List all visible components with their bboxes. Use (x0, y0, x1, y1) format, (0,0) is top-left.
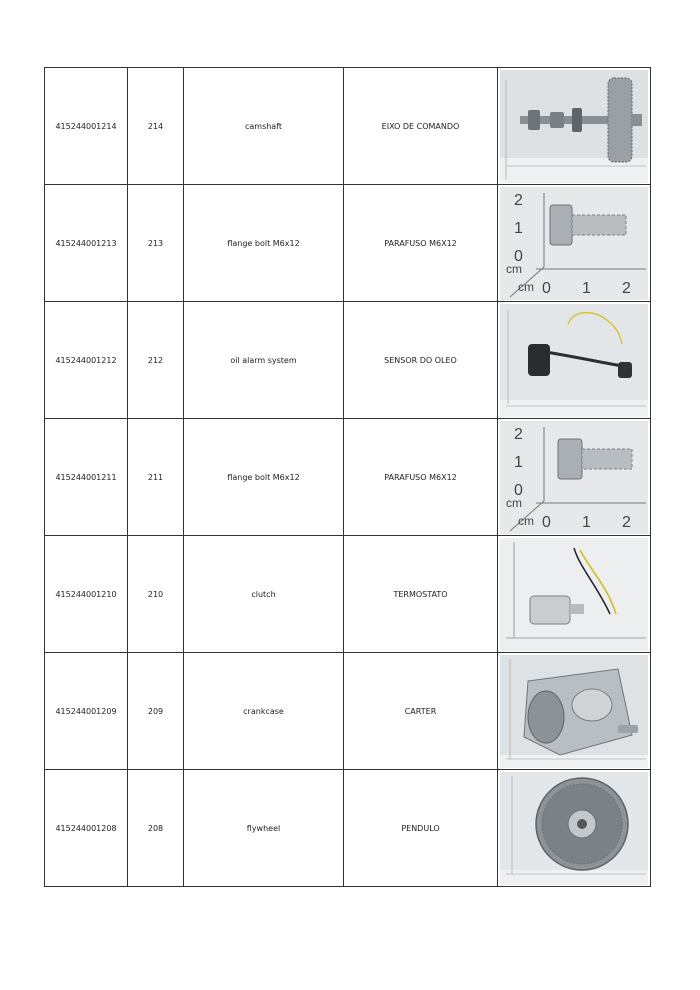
table-row (45, 770, 651, 887)
ruler-label: 1 (582, 513, 591, 531)
ruler-label: 1 (514, 219, 523, 237)
part-code: 415244001209 (45, 653, 128, 770)
ruler-label: 0 (514, 247, 523, 265)
part-name-en: clutch (184, 536, 344, 653)
ruler-unit: cm (506, 495, 522, 510)
table-row (45, 419, 651, 536)
part-code: 415244001211 (45, 419, 128, 536)
ruler-label: 0 (542, 279, 551, 297)
camshaft-photo (500, 70, 648, 183)
ruler-label: 2 (622, 513, 631, 531)
crankcase-photo (500, 655, 648, 768)
ruler-label: 2 (622, 279, 631, 297)
bolt-photo (500, 421, 648, 534)
part-position: 211 (128, 419, 184, 536)
part-name-en: flywheel (184, 770, 344, 887)
ruler-label: 0 (542, 513, 551, 531)
part-position: 213 (128, 185, 184, 302)
ruler-unit: cm (506, 261, 522, 276)
part-position: 212 (128, 302, 184, 419)
part-name-en: crankcase (184, 653, 344, 770)
part-name-pt: CARTER (344, 653, 498, 770)
part-name-en: flange bolt M6x12 (184, 185, 344, 302)
part-code: 415244001213 (45, 185, 128, 302)
ruler-label: 2 (514, 425, 523, 443)
part-name-pt: SENSOR DO OLEO (344, 302, 498, 419)
table-row (45, 653, 651, 770)
part-name-pt: TERMOSTATO (344, 536, 498, 653)
part-name-pt: PARAFUSO M6X12 (344, 419, 498, 536)
table-row (45, 185, 651, 302)
flywheel-photo (500, 772, 648, 885)
part-name-pt: PARAFUSO M6X12 (344, 185, 498, 302)
part-code: 415244001212 (45, 302, 128, 419)
ruler-label: 1 (514, 453, 523, 471)
table-row (45, 302, 651, 419)
part-code: 415244001214 (45, 68, 128, 185)
part-code: 415244001210 (45, 536, 128, 653)
part-name-en: oil alarm system (184, 302, 344, 419)
part-name-en: camshaft (184, 68, 344, 185)
ruler-unit: cm (518, 279, 534, 294)
part-code: 415244001208 (45, 770, 128, 887)
bolt-photo (500, 187, 648, 300)
table-row (45, 68, 651, 185)
part-name-pt: PENDULO (344, 770, 498, 887)
part-position: 209 (128, 653, 184, 770)
part-position: 208 (128, 770, 184, 887)
oil-sensor-photo (500, 304, 648, 417)
part-position: 210 (128, 536, 184, 653)
thermostat-photo (500, 538, 648, 651)
part-name-pt: EIXO DE COMANDO (344, 68, 498, 185)
parts-table (44, 67, 651, 887)
ruler-label: 1 (582, 279, 591, 297)
ruler-unit: cm (518, 513, 534, 528)
ruler-label: 0 (514, 481, 523, 499)
part-position: 214 (128, 68, 184, 185)
ruler-label: 2 (514, 191, 523, 209)
table-row (45, 536, 651, 653)
part-name-en: flange bolt M6x12 (184, 419, 344, 536)
